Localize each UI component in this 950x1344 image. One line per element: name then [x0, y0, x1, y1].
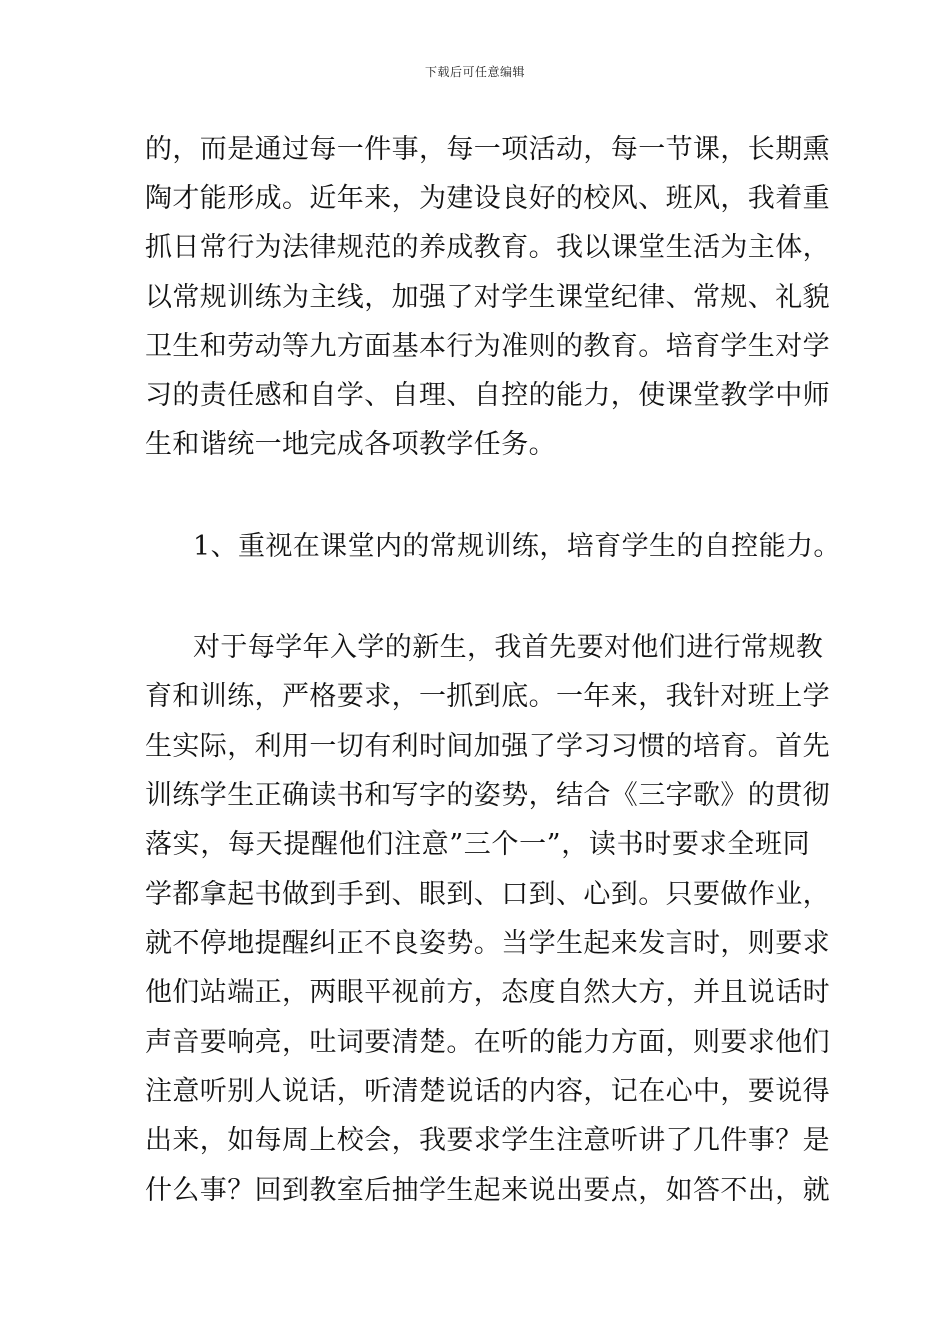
paragraph-line: 陶才能形成。近年来，为建设良好的校风、班风，我着重 [145, 183, 830, 214]
paragraph-line: 注意听别人说话，听清楚说话的内容，记在心中，要说得 [145, 1076, 830, 1107]
paragraph-line: 落实，每天提醒他们注意”三个一”，读书时要求全班同 [145, 829, 810, 860]
paragraph-line: 声音要响亮，吐词要清楚。在听的能力方面，则要求他们 [145, 1027, 830, 1058]
paragraph-line: 他们站端正，两眼平视前方，态度自然大方，并且说话时 [145, 977, 830, 1008]
paragraph-line: 育和训练，严格要求，一抓到底。一年来，我针对班上学 [145, 681, 830, 712]
paragraph-line: 习的责任感和自学、自理、自控的能力，使课堂教学中师 [145, 380, 830, 411]
paragraph-line: 生和谐统一地完成各项教学任务。 [145, 429, 556, 460]
paragraph-line: 什么事？回到教室后抽学生起来说出要点，如答不出，就 [145, 1175, 830, 1206]
paragraph-line: 对于每学年入学的新生，我首先要对他们进行常规教 [193, 632, 824, 663]
paragraph-line: 以常规训练为主线，加强了对学生课堂纪律、常规、礼貌 [145, 282, 830, 313]
section-heading: 1、重视在课堂内的常规训练，培育学生的自控能力。 [193, 531, 841, 562]
paragraph-line: 出来，如每周上校会，我要求学生注意听讲了几件事？是 [145, 1125, 830, 1156]
paragraph-line: 抓日常行为法律规范的养成教育。我以课堂生活为主体， [145, 232, 830, 263]
paragraph-line: 就不停地提醒纠正不良姿势。当学生起来发言时，则要求 [145, 928, 830, 959]
paragraph-line: 卫生和劳动等九方面基本行为准则的教育。培育学生对学 [145, 331, 830, 362]
paragraph-line: 训练学生正确读书和写字的姿势，结合《三字歌》的贯彻 [145, 780, 830, 811]
paragraph-line: 的，而是通过每一件事，每一项活动，每一节课，长期熏 [145, 134, 830, 165]
paragraph-line: 学都拿起书做到手到、眼到、口到、心到。只要做作业， [145, 879, 830, 910]
paragraph-line: 生实际，利用一切有利时间加强了学习习惯的培育。首先 [145, 731, 830, 762]
page-header: 下载后可任意编辑 [424, 65, 525, 79]
